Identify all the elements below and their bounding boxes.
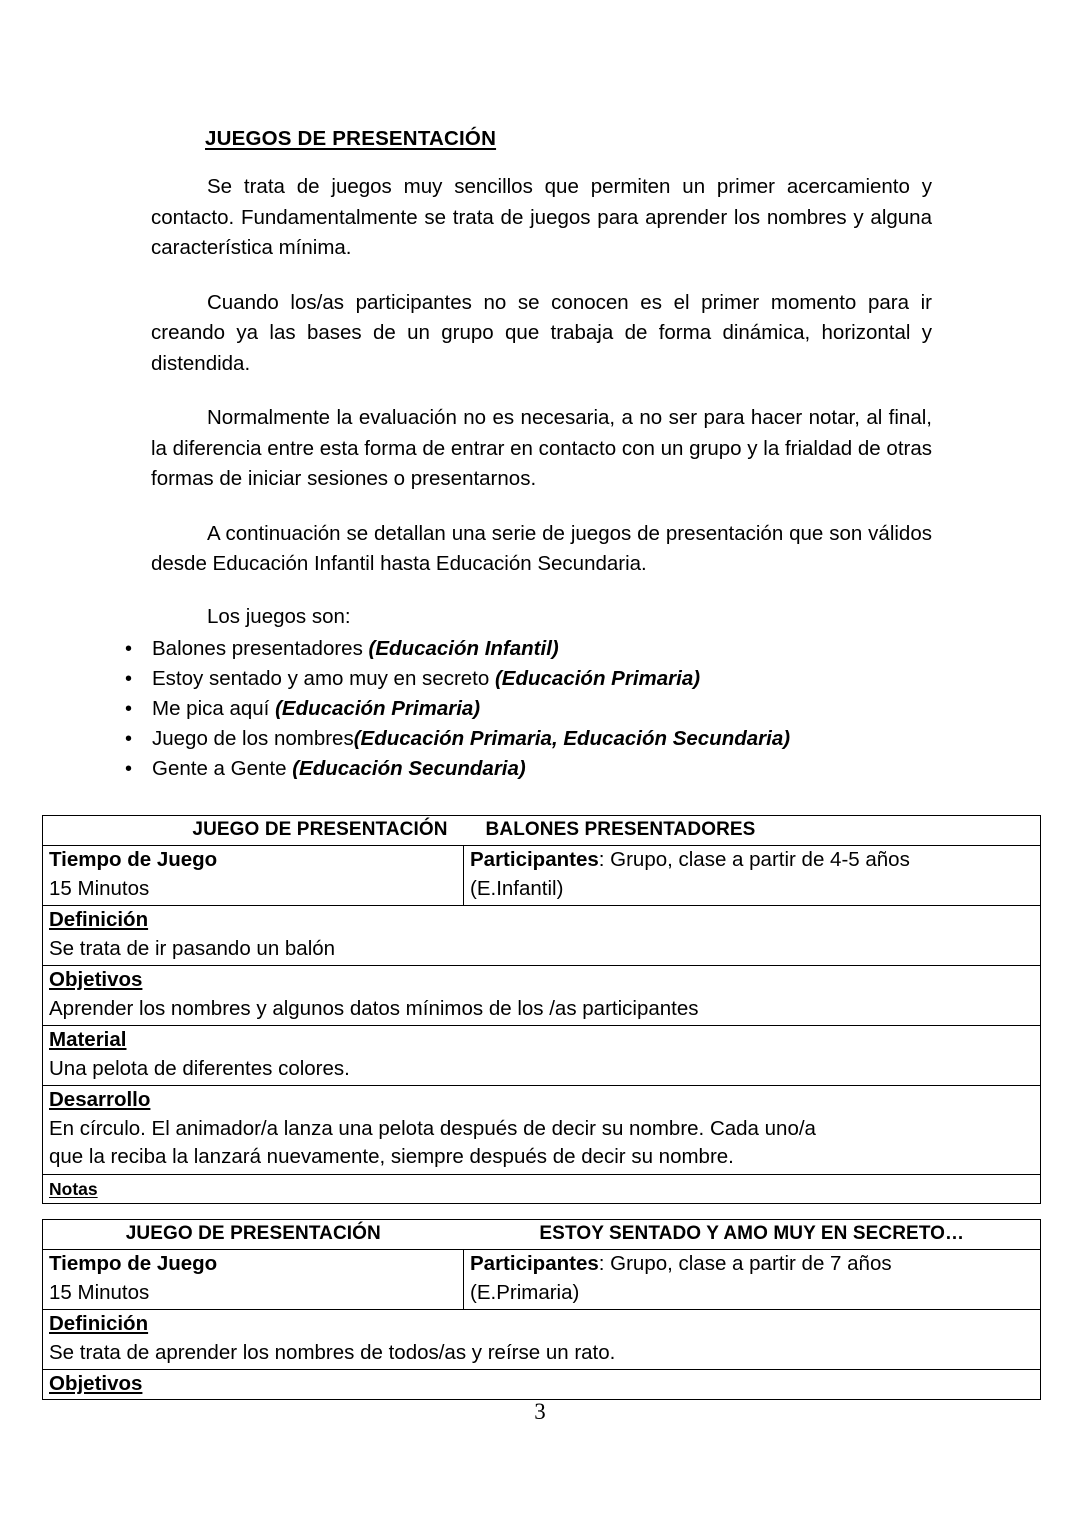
bullet-icon: • (125, 728, 133, 750)
table-row (43, 1310, 1041, 1370)
page-title: JUEGOS DE PRESENTACIÓN (205, 127, 497, 150)
desarrollo-label: Desarrollo (49, 1088, 151, 1111)
table-header-right: ESTOY SENTADO Y AMO MUY EN SECRETO… (539, 1223, 965, 1244)
table-header-left: JUEGO DE PRESENTACIÓN (192, 819, 448, 840)
notas-label: Notas (49, 1178, 98, 1199)
game-level-tag: (Educación Infantil) (368, 637, 559, 660)
table-row (43, 816, 1041, 846)
bullet-icon: • (125, 698, 133, 720)
list-item (125, 634, 906, 664)
game-level-tag: (Educación Primaria, Educación Secundaria) (353, 727, 791, 750)
definicion-text: Se trata de ir pasando un balón (49, 936, 336, 960)
list-intro: Los juegos son: (207, 604, 351, 628)
list-item (125, 664, 906, 694)
table-row (43, 1086, 1041, 1175)
time-cell (43, 846, 464, 906)
definicion-label: Definición (49, 1312, 149, 1335)
time-cell (43, 1250, 464, 1310)
paragraph-2: Cuando los/as participantes no se conocen es el primer momento para ir creando ya las bases de un grupo que trabaja de forma dinámica, horizontal y distendida. (151, 290, 932, 375)
list-item (125, 754, 906, 784)
table-header-cell (43, 816, 1041, 846)
objetivos-cell (43, 966, 1041, 1026)
participants-value: : Grupo, clase a partir de 4-5 años (598, 848, 910, 871)
game-card-table-2 (42, 1219, 1041, 1400)
desarrollo-cell (43, 1086, 1041, 1175)
table-row (43, 1370, 1041, 1400)
participants-label: Participantes (470, 1252, 599, 1275)
participants-cell (464, 846, 1041, 906)
participants-label: Participantes (470, 848, 599, 871)
page-number: 3 (534, 1399, 546, 1424)
paragraph-3: Normalmente la evaluación no es necesaria, a no ser para hacer notar, al final, la diferencia entre esta forma de entrar en contacto con un grupo y la frialdad de otras formas de iniciar sesiones o presentarnos. (151, 406, 932, 490)
paragraph-4: A continuación se detallan una serie de juegos de presentación que son válidos desde Educación Infantil hasta Educación Secundaria. (151, 521, 932, 575)
participants-value-line2: (E.Primaria) (470, 1280, 580, 1304)
participants-value-line2: (E.Infantil) (470, 876, 564, 900)
bullet-icon: • (125, 638, 133, 660)
table-row (43, 1026, 1041, 1086)
list-item (125, 724, 906, 754)
objetivos-text: Aprender los nombres y algunos datos mínimos de los /as participantes (49, 996, 699, 1020)
time-value: 15 Minutos (49, 1280, 150, 1304)
table-row (43, 1174, 1041, 1204)
participants-cell (464, 1250, 1041, 1310)
game-name: Balones presentadores (152, 637, 369, 660)
game-level-tag: (Educación Primaria) (494, 667, 701, 690)
definicion-label: Definición (49, 908, 149, 931)
table-header-left: JUEGO DE PRESENTACIÓN (125, 1223, 381, 1244)
game-card-table-1 (42, 815, 1041, 1204)
material-cell (43, 1026, 1041, 1086)
game-name: Juego de los nombres (152, 727, 354, 750)
participants-value: : Grupo, clase a partir de 7 años (598, 1252, 892, 1275)
table-row (43, 846, 1041, 906)
body-text-block (125, 172, 932, 784)
time-value: 15 Minutos (49, 876, 150, 900)
desarrollo-line-1: En círculo. El animador/a lanza una pelota después de decir su nombre. Cada uno/a (49, 1116, 816, 1140)
definicion-cell (43, 906, 1041, 966)
material-text: Una pelota de diferentes colores. (49, 1056, 350, 1080)
definicion-text: Se trata de aprender los nombres de todos/as y reírse un rato. (49, 1340, 616, 1364)
game-name: Me pica aquí (152, 697, 276, 720)
table-row (43, 966, 1041, 1026)
material-label: Material (49, 1028, 127, 1051)
game-level-tag: (Educación Secundaria) (292, 757, 526, 780)
time-label: Tiempo de Juego (49, 1252, 218, 1275)
table-row (43, 1220, 1041, 1250)
bullet-icon: • (125, 668, 133, 690)
table-row (43, 1250, 1041, 1310)
definicion-cell (43, 1310, 1041, 1370)
table-header-cell (43, 1220, 1041, 1250)
table-header-right: BALONES PRESENTADORES (485, 819, 756, 840)
objetivos-label: Objetivos (49, 1372, 143, 1395)
time-label: Tiempo de Juego (49, 848, 218, 871)
game-level-tag: (Educación Primaria) (275, 697, 481, 720)
objetivos-cell (43, 1370, 1041, 1400)
notas-cell (43, 1174, 1041, 1204)
bullet-icon: • (125, 758, 133, 780)
game-name: Estoy sentado y amo muy en secreto (152, 667, 495, 690)
games-list (125, 634, 906, 784)
game-name: Gente a Gente (152, 757, 293, 780)
desarrollo-line-2: que la reciba la lanzará nuevamente, siempre después de decir su nombre. (49, 1145, 734, 1168)
list-item (125, 694, 906, 724)
table-row (43, 906, 1041, 966)
paragraph-1: Se trata de juegos muy sencillos que permiten un primer acercamiento y contacto. Fundamentalmente se trata de juegos para aprender los nombres y alguna característica mínima. (151, 175, 932, 259)
objetivos-label: Objetivos (49, 968, 143, 991)
